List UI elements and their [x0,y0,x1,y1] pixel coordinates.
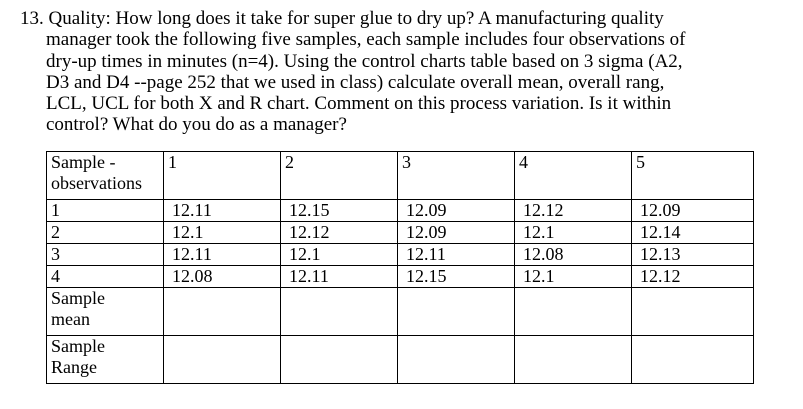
sample-mean-cell-5[interactable] [632,288,754,336]
sample-header-5: 5 [632,152,754,200]
corner-label-line-1: Sample - [51,152,116,172]
sample-range-cell-3[interactable] [398,336,515,384]
sample-range-cell-2[interactable] [281,336,398,384]
table-cell: 12.11 [164,244,281,266]
sample-mean-label [47,288,164,336]
table-row [47,222,754,244]
table-cell: 12.08 [515,244,632,266]
table-cell: 12.15 [281,200,398,222]
table-cell: 12.08 [164,266,281,288]
question-line-2: manager took the following five samples, each sample includes four observations of [46,29,686,51]
question-line-4: D3 and D4 --page 252 that we used in class) calculate overall mean, overall rang, [46,71,665,93]
sample-range-cell-5[interactable] [632,336,754,384]
table-cell: 12.13 [632,244,754,266]
corner-label-cell [47,152,164,200]
table-cell: 12.11 [281,266,398,288]
observations-table [46,151,754,384]
table-row [47,200,754,222]
question-line-6: control? What do you do as a manager? [46,114,347,136]
corner-label-line-2: observations [51,173,142,193]
table-row [47,244,754,266]
sample-range-row [47,336,754,384]
sample-header-3: 3 [398,152,515,200]
sample-mean-label-line-2: mean [51,309,90,329]
sample-range-cell-1[interactable] [164,336,281,384]
table-cell: 12.15 [398,266,515,288]
observation-label: 1 [47,200,164,222]
table-cell: 12.1 [164,222,281,244]
sample-mean-cell-3[interactable] [398,288,515,336]
sample-range-label-line-1: Sample [51,336,105,356]
sample-mean-cell-2[interactable] [281,288,398,336]
sample-mean-label-line-1: Sample [51,288,105,308]
table-cell: 12.09 [398,200,515,222]
sample-range-cell-4[interactable] [515,336,632,384]
sample-mean-row [47,288,754,336]
table-cell: 12.1 [281,244,398,266]
table-cell: 12.09 [632,200,754,222]
sample-header-4: 4 [515,152,632,200]
table-cell: 12.1 [515,222,632,244]
table-cell: 12.1 [515,266,632,288]
observation-label: 3 [47,244,164,266]
table-cell: 12.11 [164,200,281,222]
table-cell: 12.11 [398,244,515,266]
sample-mean-cell-4[interactable] [515,288,632,336]
table-cell: 12.14 [632,222,754,244]
question-line-5: LCL, UCL for both X and R chart. Comment on this process variation. Is it within [46,93,672,115]
question-text [20,8,800,136]
question-line-1: 13. Quality: How long does it take for super glue to dry up? A manufacturing quality [20,8,664,29]
sample-mean-cell-1[interactable] [164,288,281,336]
table-row [47,266,754,288]
observation-label: 4 [47,266,164,288]
sample-header-2: 2 [281,152,398,200]
table-cell: 12.12 [632,266,754,288]
table-header-row [47,152,754,200]
sample-range-label-line-2: Range [51,357,97,377]
question-line-3: dry-up times in minutes (n=4). Using the control charts table based on 3 sigma (A2, [46,50,683,72]
observation-label: 2 [47,222,164,244]
sample-range-label [47,336,164,384]
table-cell: 12.12 [515,200,632,222]
sample-header-1: 1 [164,152,281,200]
table-cell: 12.12 [281,222,398,244]
table-cell: 12.09 [398,222,515,244]
